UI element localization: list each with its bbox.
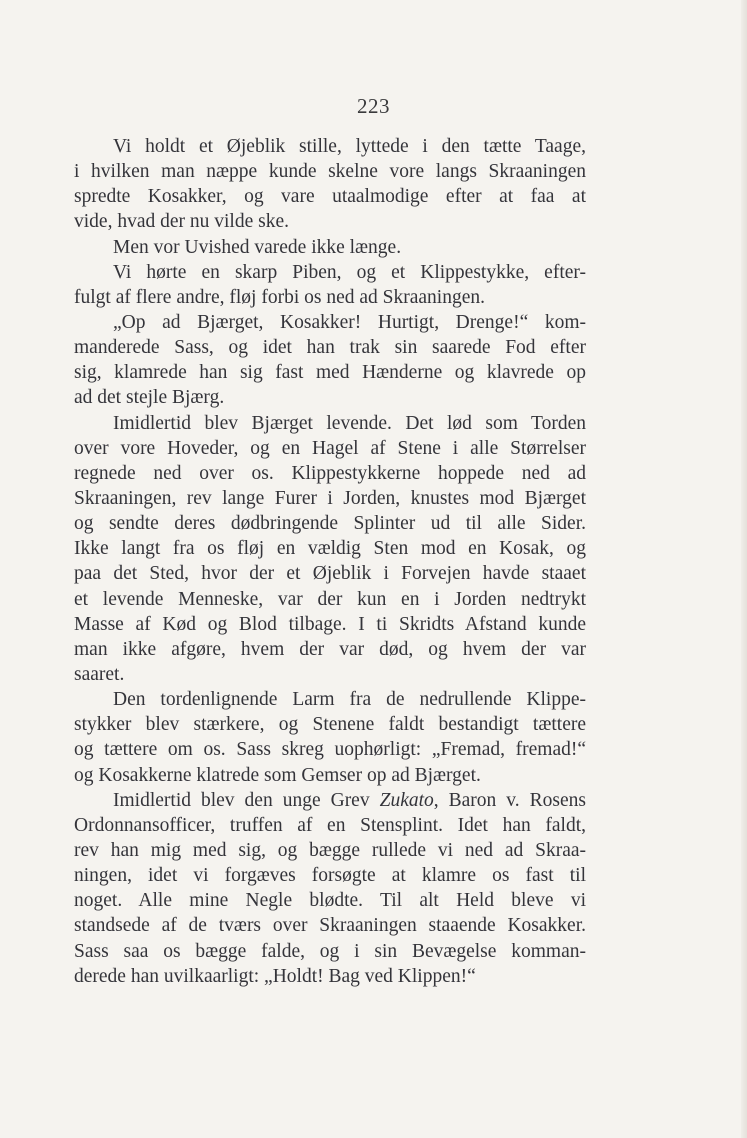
text-line: regnede ned over os. Klippestykkerne hoppede ned ad (74, 462, 586, 484)
text-line: Skraaningen, rev lange Furer i Jorden, knustes mod Bjærget (74, 487, 586, 509)
text-line: Men vor Uvished varede ikke længe. (113, 236, 402, 258)
text-line: ad det stejle Bjærg. (74, 387, 225, 409)
text-line: Den tordenlignende Larm fra de nedrullende Klippe- (113, 689, 586, 711)
text-line: manderede Sass, og idet han trak sin saarede Fod efter (74, 337, 586, 359)
text-line: Vi holdt et Øjeblik stille, lyttede i den tætte Taage, (113, 136, 586, 157)
text-line: rev han mig med sig, og bægge rullede vi ned ad Skraa- (74, 839, 586, 861)
text-line: saaret. (74, 663, 125, 685)
text-line: Sass saa os bægge falde, og i sin Bevægelse komman- (74, 940, 586, 962)
text-line: noget. Alle mine Negle blødte. Til alt Held bleve vi (74, 890, 586, 912)
italic-name: Zukato (379, 789, 434, 811)
text-line: Ikke langt fra os fløj en vældig Sten mod en Kosak, og (74, 538, 586, 560)
text-line: over vore Hoveder, og en Hagel af Stene i alle Størrelser (74, 437, 586, 459)
text-line: fulgt af flere andre, fløj forbi os ned ad Skraaningen. (74, 286, 485, 308)
text-line: Imidlertid blev den unge Grev Zukato, Baron v. Rosens (113, 789, 586, 811)
text-line: „Op ad Bjærget, Kosakker! Hurtigt, Drenge!“ kom- (113, 311, 586, 333)
text-line: og tættere om os. Sass skreg uophørligt: „Fremad, fremad!“ (74, 739, 586, 761)
text-line: et levende Menneske, var der kun en i Jorden nedtrykt (74, 588, 586, 610)
text-line: Ordonnansofficer, truffen af en Stensplint. Idet han faldt, (74, 814, 586, 836)
text-line: Masse af Kød og Blod tilbage. I ti Skridts Afstand kunde (74, 613, 586, 635)
text-line: Vi hørte en skarp Piben, og et Klippestykke, efter- (113, 261, 586, 283)
text-line: og Kosakkerne klatrede som Gemser op ad Bjærget. (74, 764, 481, 786)
text-line: ningen, idet vi forgæves forsøgte at klamre os fast til (74, 865, 586, 887)
text-line: vide, hvad der nu vilde ske. (74, 211, 289, 233)
text-line: paa det Sted, hvor der et Øjeblik i Forvejen havde staaet (74, 563, 586, 585)
text-line: i hvilken man næppe kunde skelne vore langs Skraaningen (74, 161, 586, 183)
text-line: stykker blev stærkere, og Stenene faldt bestandigt tættere (74, 714, 586, 736)
text-line: sig, klamrede han sig fast med Hænderne og klavrede op (74, 362, 586, 384)
text-line: spredte Kosakker, og vare utaalmodige efter at faa at (74, 186, 586, 208)
page-number: 223 (357, 94, 390, 118)
text-line: man ikke afgøre, hvem der var død, og hvem der var (74, 638, 586, 660)
text-line: standsede af de tværs over Skraaningen staaende Kosakker. (74, 915, 586, 937)
text-line: og sendte deres dødbringende Splinter ud til alle Sider. (74, 513, 586, 535)
page-edge (741, 0, 747, 1138)
body-text (74, 134, 586, 989)
text-line: Imidlertid blev Bjærget levende. Det lød som Torden (113, 412, 586, 434)
text-line: derede han uvilkaarligt: „Holdt! Bag ved Klippen!“ (74, 965, 476, 987)
